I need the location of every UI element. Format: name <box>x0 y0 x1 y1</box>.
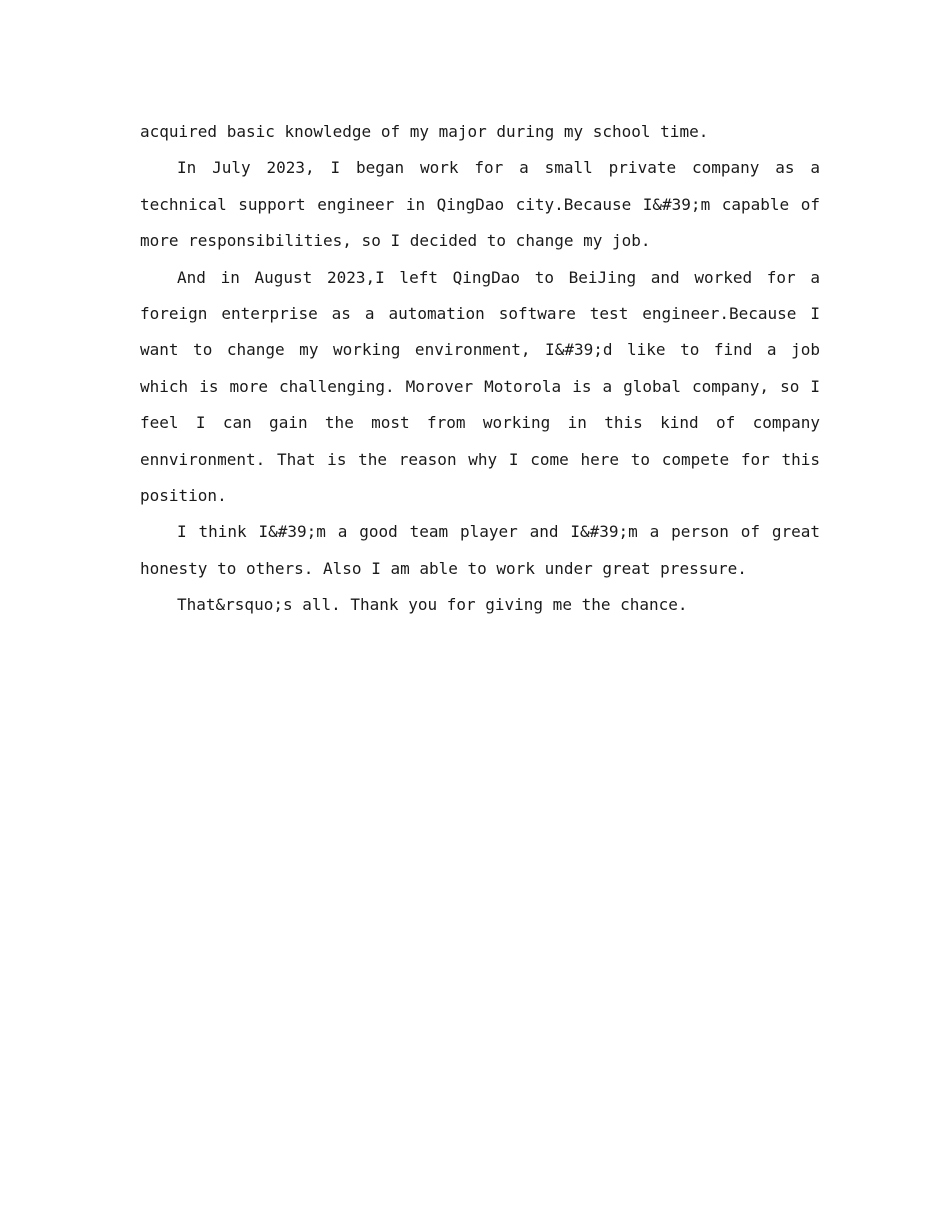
paragraph-second-job: And in August 2023,I left QingDao to BeiJing and worked for a foreign enterprise as a automation software test engineer.Because I want to change my working environment, I&#39;d like to find a job which is more challenging. Morover Motorola is a global company, so I feel I can gain the most from working in this kind of company ennvironment. That is the reason why I come here to compete for this position. <box>140 267 820 506</box>
paragraph-first-job: In July 2023, I began work for a small private company as a technical support engineer in QingDao city.Because I&#39;m capable of more responsibilities, so I decided to change my job. <box>140 158 820 251</box>
paragraph-personal-qualities: I think I&#39;m a good team player and I&#39;m a person of great honesty to others. Also I am able to work under great pressure. <box>140 522 820 578</box>
paragraph-closing: That&rsquo;s all. Thank you for giving me the chance. <box>177 595 688 615</box>
paragraph-continued: acquired basic knowledge of my major during my school time. <box>140 122 709 141</box>
document-body <box>140 114 820 624</box>
